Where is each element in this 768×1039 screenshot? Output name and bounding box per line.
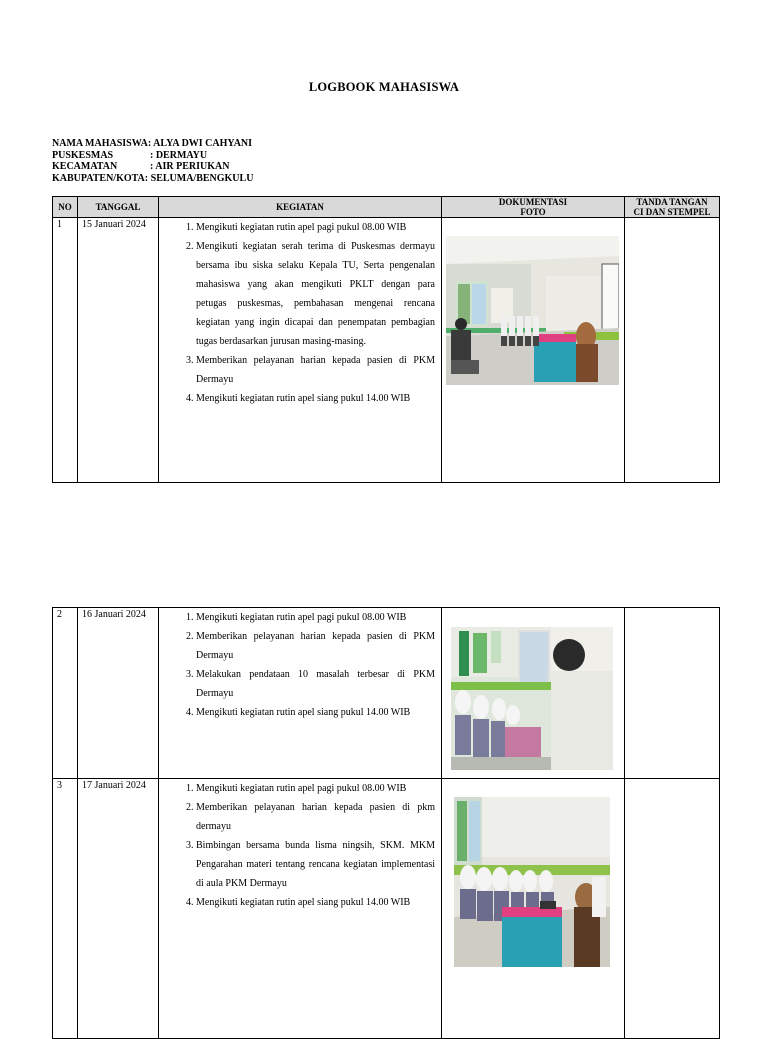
entry-signature-cell [625,779,720,1039]
entry-date: 16 Januari 2024 [78,608,159,779]
table-header-row [53,197,720,218]
info-value: : AIR PERIUKAN [150,161,230,172]
documentation-photo-2 [451,627,613,770]
table-row [53,608,720,779]
list-item: 3. Melakukan pendataan 10 masalah terbesar di PKM Dermayu [196,665,435,703]
entry-activities [159,218,442,483]
list-item: 3. Memberikan pelayanan harian kepada pasien di PKM Dermayu [196,351,435,389]
header-no: NO [53,197,78,218]
header-documentation [442,197,625,218]
info-label: KECAMATAN [52,161,118,172]
info-row-kecamatan [52,161,253,173]
entry-signature-cell [625,608,720,779]
list-item: 4. Mengikuti kegiatan rutin apel siang pukul 14.00 WIB [196,389,435,408]
documentation-photo-3 [454,797,610,967]
student-info [52,138,253,184]
list-item: 4. Mengikuti kegiatan rutin apel siang pukul 14.00 WIB [196,893,435,912]
page-title: LOGBOOK MAHASISWA [308,80,460,94]
info-row-puskesmas [52,150,253,162]
info-value: : SELUMA/BENGKULU [144,172,254,184]
activity-list [159,779,441,912]
entry-no: 1 [53,218,78,483]
table-row [53,218,720,483]
header-sign-line1: TANDA TANGAN [636,197,708,207]
list-item: 2. Memberikan pelayanan harian kepada pasien di PKM Dermayu [196,627,435,665]
header-activity: KEGIATAN [159,197,442,218]
info-value: : ALYA DWI CAHYANI [147,138,253,149]
list-item: 4. Mengikuti kegiatan rutin apel siang pukul 14.00 WIB [196,703,435,722]
list-item: 2. Mengikuti kegiatan serah terima di Puskesmas dermayu bersama ibu siska selaku Kepala TU, Serta pengenalan mahasiswa yang akan mengikuti PKLT dengan para petugas puskesmas, pembahasan mengenai rencana kegiatan yang ingin dicapai dan penempatan pembagian tugas berdasarkan jurusan masing-masing. [196,237,435,351]
list-item: 2. Memberikan pelayanan harian kepada pasien di pkm dermayu [196,798,435,836]
list-item: 1. Mengikuti kegiatan rutin apel pagi pukul 08.00 WIB [196,608,435,627]
info-label: KABUPATEN/KOTA [52,172,145,184]
meeting-room-image [451,627,613,770]
info-row-kabupaten [52,173,253,185]
entry-date: 15 Januari 2024 [78,218,159,483]
table-row [53,779,720,1039]
info-row-name [52,138,253,150]
logbook-table-1 [52,196,720,483]
list-item: 1. Mengikuti kegiatan rutin apel pagi pukul 08.00 WIB [196,779,435,798]
meeting-room-image [446,236,619,385]
info-label: PUSKESMAS [52,149,114,161]
logbook-table-2 [52,607,720,1039]
entry-no: 3 [53,779,78,1039]
header-sign-line2: CI DAN STEMPEL [633,207,711,217]
entry-activities [159,608,442,779]
activity-list [159,218,441,408]
list-item: 1. Mengikuti kegiatan rutin apel pagi pukul 08.00 WIB [196,218,435,237]
entry-no: 2 [53,608,78,779]
meeting-room-image [454,797,610,967]
info-value: : DERMAYU [150,149,208,161]
header-doc-line2: FOTO [520,207,546,217]
info-label: NAMA MAHASISWA [52,138,148,149]
documentation-photo-1 [446,236,619,385]
activity-list [159,608,441,722]
header-doc-line1: DOKUMENTASI [498,197,568,207]
entry-signature-cell [625,218,720,483]
entry-date: 17 Januari 2024 [78,779,159,1039]
list-item: 3. Bimbingan bersama bunda lisma ningsih, SKM. MKM Pengarahan materi tentang rencana kegiatan implementasi di aula PKM Dermayu [196,836,435,893]
header-signature [625,197,720,218]
header-date: TANGGAL [78,197,159,218]
entry-activities [159,779,442,1039]
